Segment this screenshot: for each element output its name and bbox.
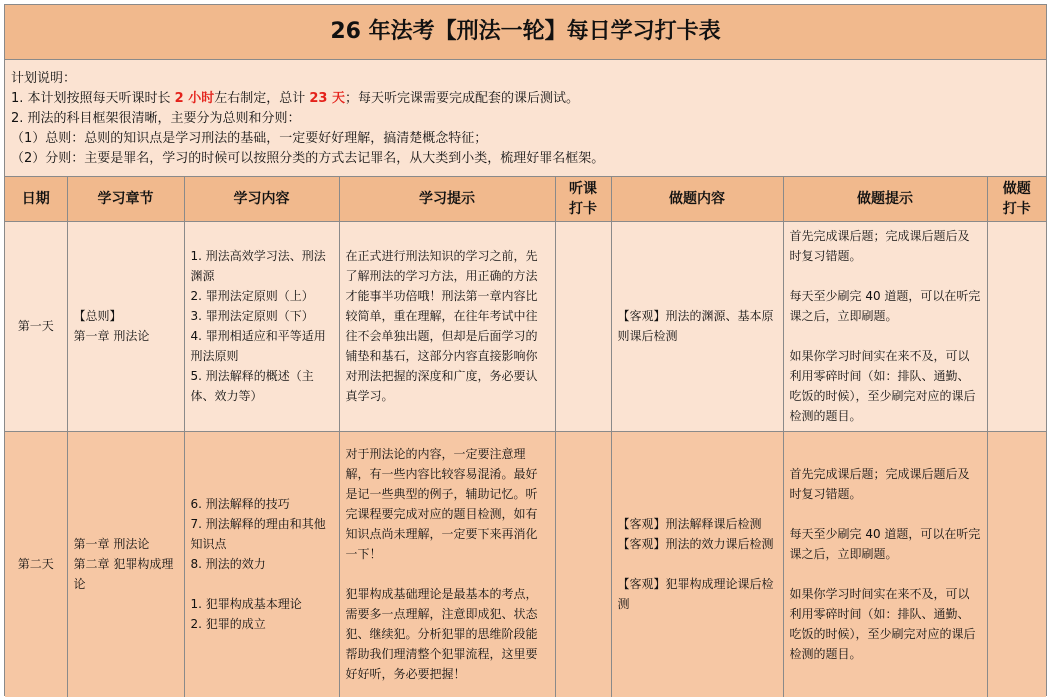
check-in-sheet xyxy=(4,4,1047,696)
study-hours: 2 小时 xyxy=(174,91,215,106)
exercise-check-cell[interactable] xyxy=(987,431,1046,697)
header-date: 日期 xyxy=(5,177,67,221)
header-content: 学习内容 xyxy=(184,177,339,221)
header-tips: 学习提示 xyxy=(339,177,555,221)
table-header-row xyxy=(5,177,1046,221)
notes-line-1-c: ；每天听完课需要完成配套的课后测试。 xyxy=(345,91,580,106)
header-chapter: 学习章节 xyxy=(67,177,184,221)
content-item: 8. 刑法的效力 xyxy=(190,557,266,572)
content-item: 6. 刑法解释的技巧 xyxy=(190,497,290,512)
exercise-item: 【客观】刑法解释课后检测 xyxy=(617,517,762,532)
header-exercise-check-1: 做题 xyxy=(1002,180,1031,197)
chapter-line: 第二章 犯罪构成理论 xyxy=(73,557,174,592)
notes-line-4: （2）分则：主要是罪名，学习的时候可以按照分类的方式去记罪名，从大类到小类，梳理好罪名框架。 xyxy=(11,151,605,166)
exercise-tip: 如果你学习时间实在来不及，可以利用零碎时间（如：排队、通勤、吃饭的时候），至少刷完对应的课后检测的题目。 xyxy=(789,349,976,423)
row-content xyxy=(184,221,339,431)
row-exercise-tips xyxy=(783,221,987,431)
exercise-tip: 首先完成课后题；完成课后题后及时复习错题。 xyxy=(789,467,970,502)
table-row xyxy=(5,221,1046,431)
chapter-line: 第一章 刑法论 xyxy=(73,329,150,343)
notes-heading: 计划说明： xyxy=(11,71,77,86)
row-date: 第二天 xyxy=(5,431,67,697)
exercise-tip: 首先完成课后题；完成课后题后及时复习错题。 xyxy=(789,229,970,263)
table-row xyxy=(5,431,1046,697)
exercise-tip: 每天至少刷完 40 道题，可以在听完课之后，立即刷题。 xyxy=(789,289,981,323)
row-tips: 在正式进行刑法知识的学习之前，先了解刑法的学习方法，用正确的方法才能事半功倍哦！刑法第一章内容比较简单，重在理解，在往年考试中往往不会单独出题，但却是后面学习的铺垫和基石，这部分内容直接影响你对刑法把握的深度和广度，务必要认真学习。 xyxy=(339,221,555,431)
chapter-line: 【总则】 xyxy=(73,309,122,323)
plan-notes xyxy=(5,60,1046,177)
exercise-tip: 如果你学习时间实在来不及，可以利用零碎时间（如：排队、通勤、吃饭的时候），至少刷完对应的课后检测的题目。 xyxy=(789,587,976,662)
total-days: 23 天 xyxy=(309,91,346,106)
listen-check-cell[interactable] xyxy=(555,221,611,431)
content-item: 5. 刑法解释的概述（主体、效力等） xyxy=(190,369,314,403)
chapter-line: 第一章 刑法论 xyxy=(73,537,150,552)
notes-line-1-a: 1. 本计划按照每天听课时长 xyxy=(11,91,175,106)
content-item: 7. 刑法解释的理由和其他知识点 xyxy=(190,517,326,552)
content-item: 1. 犯罪构成基本理论 xyxy=(190,597,302,612)
listen-check-cell[interactable] xyxy=(555,431,611,697)
sheet-title: 26 年法考【刑法一轮】每日学习打卡表 xyxy=(5,5,1046,60)
content-item: 4. 罪刑相适应和平等适用刑法原则 xyxy=(190,329,326,363)
row-chapter xyxy=(67,221,184,431)
exercise-item: 【客观】刑法的效力课后检测 xyxy=(617,537,774,552)
header-exercise-check-2: 打卡 xyxy=(1002,200,1031,217)
row-chapter xyxy=(67,431,184,697)
row-exercise xyxy=(611,221,783,431)
row-tips xyxy=(339,431,555,697)
row-date: 第一天 xyxy=(5,221,67,431)
header-exercise: 做题内容 xyxy=(611,177,783,221)
tips-paragraph: 对于刑法论的内容，一定要注意理解，有一些内容比较容易混淆。最好是记一些典型的例子，辅助记忆。听完课程要完成对应的题目检测，如有知识点尚未理解，一定要下来再消化一下！ xyxy=(345,447,538,562)
notes-line-1 xyxy=(11,89,1040,109)
row-content xyxy=(184,431,339,697)
content-item: 3. 罪刑法定原则（下） xyxy=(190,309,314,323)
exercise-tip: 每天至少刷完 40 道题，可以在听完课之后，立即刷题。 xyxy=(789,527,981,562)
row-exercise xyxy=(611,431,783,697)
header-exercise-check xyxy=(987,177,1046,221)
content-item: 2. 犯罪的成立 xyxy=(190,617,266,632)
header-listen-1: 听课 xyxy=(569,180,597,197)
exercise-check-cell[interactable] xyxy=(987,221,1046,431)
header-exercise-tips: 做题提示 xyxy=(783,177,987,221)
exercise-item: 【客观】犯罪构成理论课后检测 xyxy=(617,577,774,612)
header-listen-2: 打卡 xyxy=(569,200,597,217)
schedule-table xyxy=(5,177,1046,697)
notes-line-2: 2. 刑法的科目框架很清晰，主要分为总则和分则： xyxy=(11,111,301,126)
content-item: 1. 刑法高效学习法、刑法渊源 xyxy=(190,249,326,283)
notes-line-1-b: 左右制定，总计 xyxy=(214,91,310,106)
tips-paragraph: 犯罪构成基础理论是最基本的考点，需要多一点理解，注意即成犯、状态犯、继续犯。分析犯罪的思维阶段能帮助我们理清整个犯罪流程，这里要好好听，务必要把握！ xyxy=(345,587,538,682)
header-listen-check xyxy=(555,177,611,221)
content-item: 2. 罪刑法定原则（上） xyxy=(190,289,314,303)
exercise-item: 【客观】刑法的渊源、基本原则课后检测 xyxy=(617,309,774,343)
notes-line-3: （1）总则：总则的知识点是学习刑法的基础，一定要好好理解，搞清楚概念特征； xyxy=(11,131,488,146)
row-exercise-tips xyxy=(783,431,987,697)
